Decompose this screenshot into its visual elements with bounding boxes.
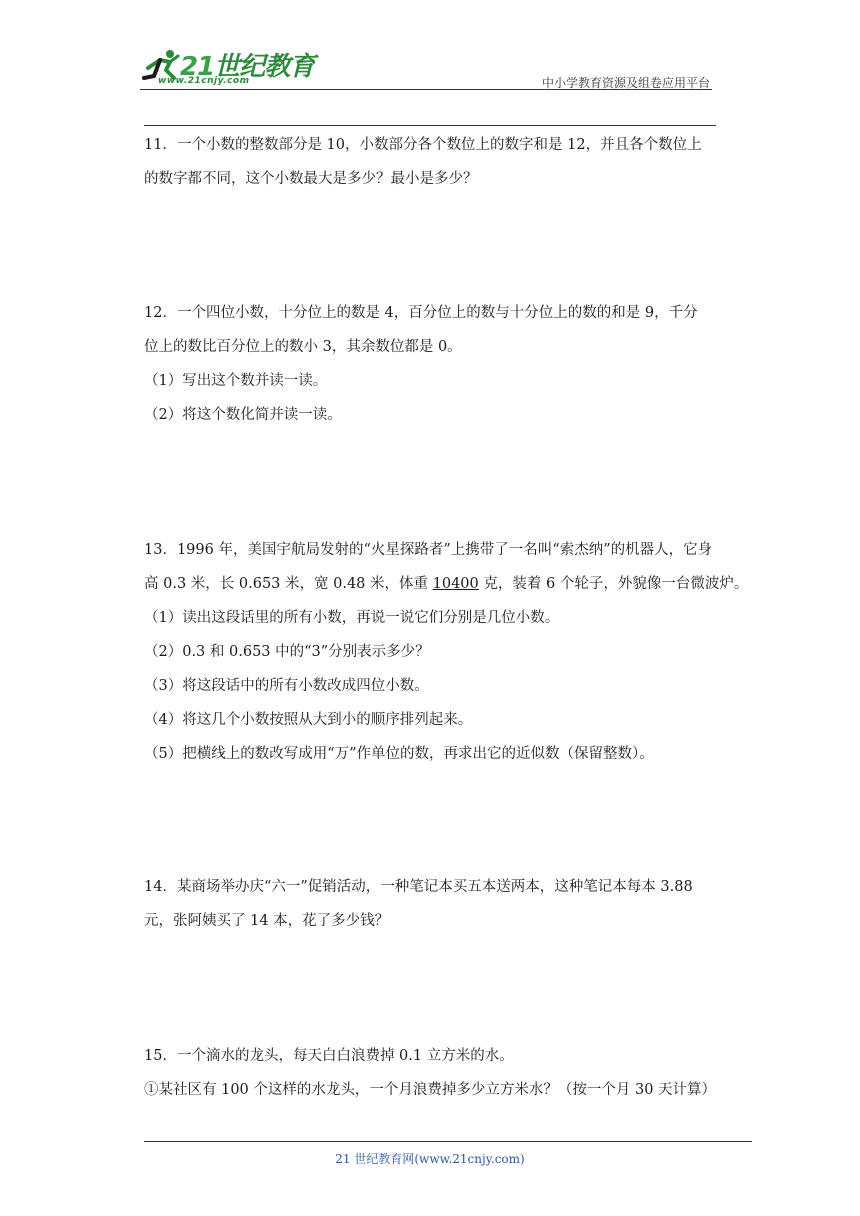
- question-13-sub-1: （1）读出这段话里的所有小数，再说一说它们分别是几位小数。: [144, 610, 560, 626]
- question-13: [144, 533, 749, 771]
- logo-url: www.21cnjy.com: [158, 76, 250, 86]
- page-header: [140, 40, 712, 90]
- platform-title: 中小学教育资源及组卷应用平台: [541, 76, 710, 90]
- question-15-line-1: 15．一个滴水的龙头，每天白白浪费掉 0.1 立方米的水。: [144, 1048, 514, 1064]
- question-13-sub-2: （2）0.3 和 0.653 中的“3”分别表示多少？: [144, 644, 430, 660]
- question-13-sub-4: （4）将这几个小数按照从大到小的顺序排列起来。: [144, 712, 473, 728]
- top-divider: [144, 125, 716, 126]
- question-11-line-2: 的数字都不同，这个小数最大是多少？最小是多少？: [144, 171, 478, 187]
- question-14: [144, 870, 718, 938]
- question-12-line-2: 位上的数比百分位上的数小 3，其余数位都是 0。: [144, 339, 462, 355]
- question-13-sub-5: （5）把横线上的数改写成用“万”作单位的数，再求出它的近似数（保留整数）。: [144, 746, 654, 762]
- header-divider: [140, 89, 712, 90]
- question-11-line-1: 11．一个小数的整数部分是 10，小数部分各个数位上的数字和是 12，并且各个数位上: [144, 137, 702, 153]
- question-13-sub-3: （3）将这段话中的所有小数改成四位小数。: [144, 678, 429, 694]
- footer-link[interactable]: 21 世纪教育网(www.21cnjy.com): [335, 1152, 525, 1166]
- question-13-line-1: 13．1996 年，美国宇航局发射的“火星探路者”上携带了一名叫“索杰纳”的机器人，它身: [144, 542, 713, 558]
- question-12-sub-2: （2）将这个数化简并读一读。: [144, 407, 342, 423]
- question-15-sub-1: ①某社区有 100 个这样的水龙头，一个月浪费掉多少立方米水？（按一个月 30 天计算）: [144, 1082, 717, 1098]
- question-14-line-2: 元，张阿姨买了 14 本，花了多少钱？: [144, 913, 390, 929]
- underlined-number: 10400: [432, 576, 479, 592]
- question-12-line-1: 12．一个四位小数，十分位上的数是 4，百分位上的数与十分位上的数的和是 9，千分: [144, 305, 698, 321]
- question-11: [144, 128, 718, 196]
- logo-name: 世纪教育: [214, 52, 315, 82]
- logo-number: 21: [180, 52, 215, 82]
- question-13-line-2-start: 高 0.3 米，长 0.653 米，宽 0.48 米，体重: [144, 576, 433, 592]
- question-13-line-2-end: 克，装着 6 个轮子，外貌像一台微波炉。: [478, 576, 749, 592]
- question-12-sub-1: （1）写出这个数并读一读。: [144, 373, 328, 389]
- question-13-line-2: [144, 567, 749, 601]
- question-12: [144, 296, 718, 432]
- footer-divider: [144, 1141, 752, 1142]
- question-15: [144, 1039, 718, 1107]
- question-14-line-1: 14．某商场举办庆“六一”促销活动，一种笔记本买五本送两本，这种笔记本每本 3.88: [144, 879, 693, 895]
- logo: [140, 40, 320, 90]
